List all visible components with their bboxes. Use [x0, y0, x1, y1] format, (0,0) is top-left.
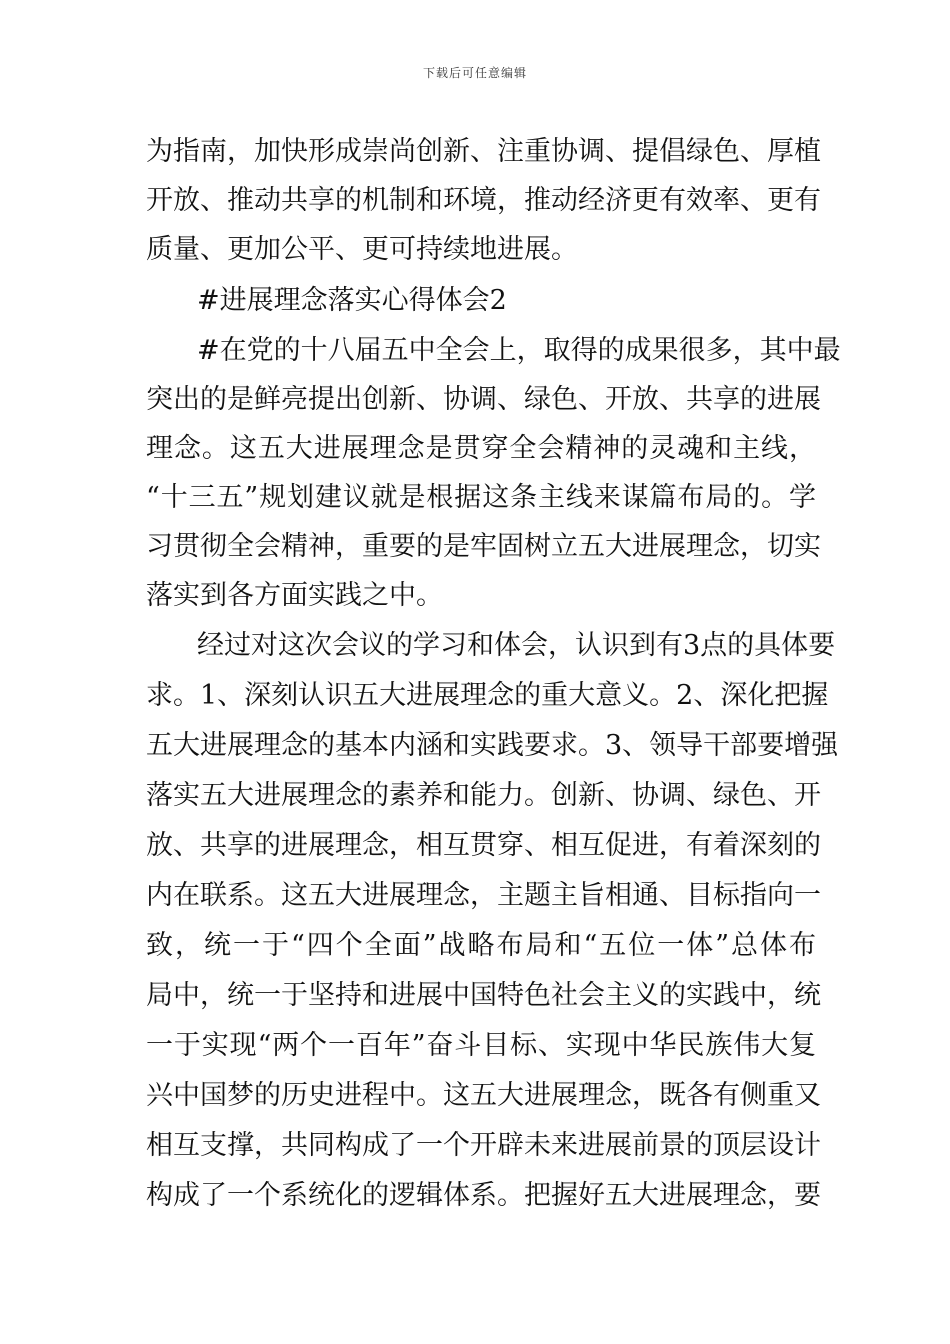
body-line: 质量、更加公平、更可持续地进展。	[146, 234, 578, 265]
body-line: 相互支撑，共同构成了一个开辟未来进展前景的顶层设计	[146, 1130, 821, 1161]
body-line: 落实到各方面实践之中。	[146, 580, 443, 611]
body-line: 兴中国梦的历史进程中。这五大进展理念，既各有侧重又	[146, 1080, 821, 1111]
body-line: 为指南，加快形成崇尚创新、注重协调、提倡绿色、厚植	[146, 136, 821, 167]
body-line: 开放、推动共享的机制和环境，推动经济更有效率、更有	[146, 185, 821, 216]
body-line: 致，统一于“四个全面”战略布局和“五位一体”总体布	[146, 930, 816, 961]
body-line: 求。1、深刻认识五大进展理念的重大意义。2、深化把握	[146, 680, 829, 711]
body-line: #在党的十八届五中全会上，取得的成果很多，其中最	[197, 335, 841, 366]
body-line: 经过对这次会议的学习和体会，认识到有3点的具体要	[197, 630, 836, 661]
header-note: 下载后可任意编辑	[422, 66, 527, 80]
body-line: 内在联系。这五大进展理念，主题主旨相通、目标指向一	[146, 880, 821, 911]
body-line: 五大进展理念的基本内涵和实践要求。3、领导干部要增强	[146, 730, 839, 761]
body-line: “十三五”规划建议就是根据这条主线来谋篇布局的。学	[146, 482, 816, 513]
body-line: 一于实现“两个一百年”奋斗目标、实现中华民族伟大复	[146, 1030, 816, 1061]
body-line: 局中，统一于坚持和进展中国特色社会主义的实践中，统	[146, 980, 821, 1011]
body-line: 习贯彻全会精神，重要的是牢固树立五大进展理念，切实	[146, 531, 821, 562]
body-line: 放、共享的进展理念，相互贯穿、相互促进，有着深刻的	[146, 830, 821, 861]
section-heading: #进展理念落实心得体会2	[197, 285, 507, 316]
body-line: 落实五大进展理念的素养和能力。创新、协调、绿色、开	[146, 780, 821, 811]
body-line: 理念。这五大进展理念是贯穿全会精神的灵魂和主线，	[146, 433, 816, 464]
body-line: 突出的是鲜亮提出创新、协调、绿色、开放、共享的进展	[146, 384, 821, 415]
body-line: 构成了一个系统化的逻辑体系。把握好五大进展理念，要	[146, 1180, 821, 1211]
